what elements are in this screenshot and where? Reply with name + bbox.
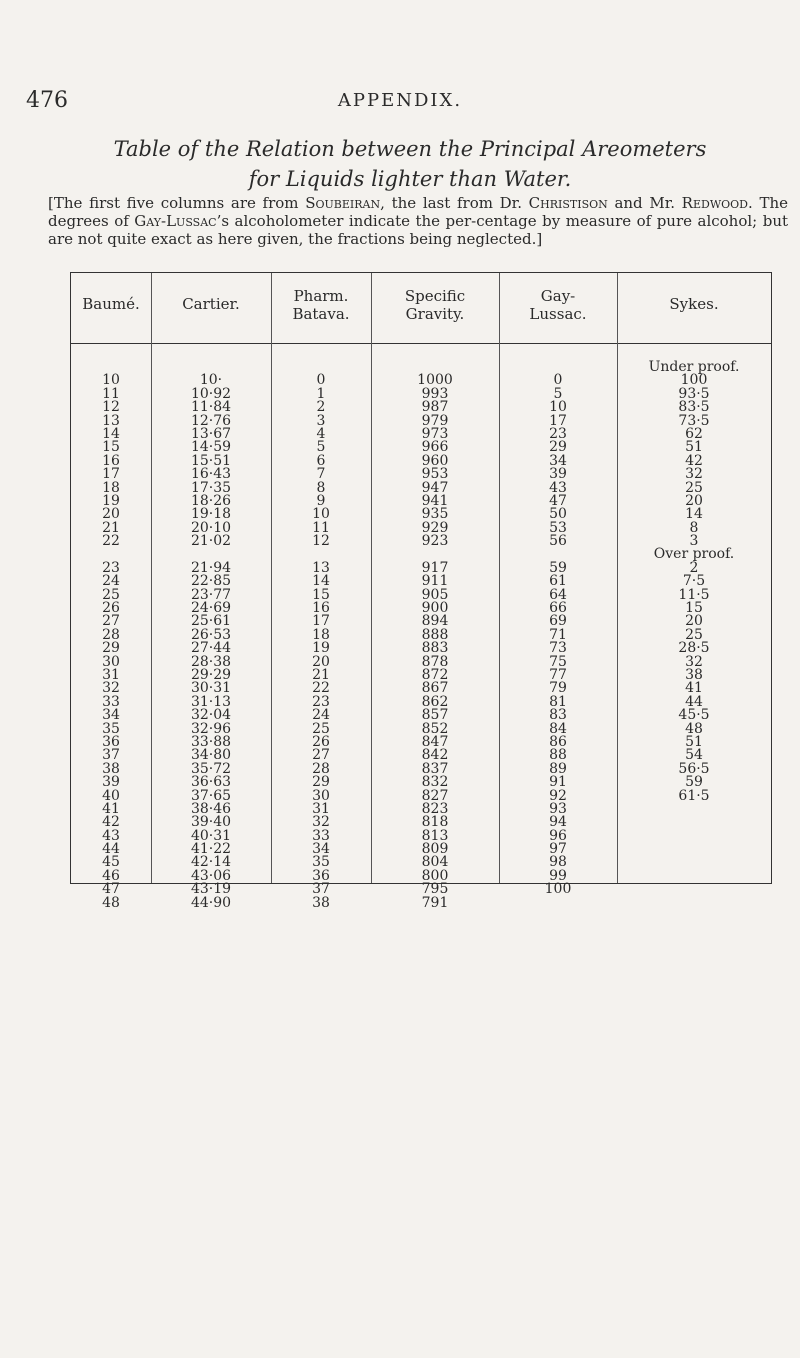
table-cell: 5 [553, 385, 563, 402]
table-cell: 21 [312, 666, 330, 683]
table-cell: 18 [312, 626, 330, 643]
table-cell: 33 [102, 693, 120, 710]
table-cell: 16 [102, 452, 120, 469]
table-cell: 50 [549, 506, 567, 523]
table-cell: 37 [312, 881, 330, 898]
header-sg-line2: Gravity. [405, 305, 465, 323]
column-pharm-batava [271, 361, 371, 910]
table-cell: 35 [312, 854, 330, 871]
header-cartier: Cartier. [182, 295, 240, 313]
table-cell: 2 [689, 559, 699, 576]
table-cell: 32·96 [190, 720, 232, 737]
table-cell: 11 [102, 385, 120, 402]
table-cell: 21 [102, 519, 120, 536]
table-cell: 31·13 [190, 693, 232, 710]
header-pharm-line2: Batava. [292, 305, 350, 323]
table-cell: 27 [312, 747, 330, 764]
table-cell: 97 [549, 841, 567, 858]
table-cell: 34 [312, 841, 330, 858]
table-cell: 36 [312, 867, 330, 884]
sg-values-a [371, 374, 499, 548]
note-name-christison: Christison [528, 194, 608, 212]
table-cell: 29 [102, 640, 120, 657]
baume-values-b [71, 559, 151, 911]
table-cell: 900 [421, 600, 449, 617]
table-cell: 61·5 [678, 787, 710, 804]
table-cell: 8 [689, 519, 699, 536]
baume-values-a [71, 374, 151, 548]
table-cell: 81 [549, 693, 567, 710]
table-cell: 32 [685, 466, 703, 483]
table-cell: 18 [102, 479, 120, 496]
pharm-values-a [271, 374, 371, 548]
table-cell: 35·72 [190, 760, 232, 777]
table-cell: 92 [549, 787, 567, 804]
header-sykes: Sykes. [669, 295, 719, 313]
table-cell: 8 [316, 479, 326, 496]
table-cell: 911 [421, 573, 449, 590]
table-cell: 947 [421, 479, 449, 496]
table-cell: 867 [421, 680, 449, 697]
header-pharm-line1: Pharm. [293, 287, 349, 305]
table-cell: 3 [316, 412, 326, 429]
table-cell: 12 [312, 533, 330, 550]
table-cell: 61 [549, 573, 567, 590]
table-cell: 26·53 [190, 626, 232, 643]
table-cell: 818 [421, 814, 449, 831]
table-cell: 15 [312, 586, 330, 603]
table-cell: 28 [312, 760, 330, 777]
table-cell: 41·22 [190, 841, 232, 858]
table-cell: 32 [312, 814, 330, 831]
column-sykes [617, 361, 771, 803]
column-cartier [151, 361, 271, 910]
table-cell: 11·5 [678, 586, 710, 603]
table-cell: 56·5 [678, 760, 710, 777]
table-cell: 71 [549, 626, 567, 643]
table-cell: 32 [685, 653, 703, 670]
table-cell: 0 [553, 372, 563, 389]
table-cell: 979 [421, 412, 449, 429]
table-cell: 25 [685, 479, 703, 496]
table-cell: 30·31 [190, 680, 232, 697]
table-cell: 66 [549, 600, 567, 617]
table-cell: 45 [102, 854, 120, 871]
table-cell: 42 [102, 814, 120, 831]
table-cell: 987 [421, 399, 449, 416]
sykes-values-a [617, 374, 771, 548]
table-cell: 1000 [417, 372, 453, 389]
table-header-row [71, 273, 771, 344]
table-cell: 862 [421, 693, 449, 710]
cartier-values-b [151, 559, 271, 911]
table-cell: 15·51 [190, 452, 232, 469]
table-cell: 23 [102, 559, 120, 576]
table-cell: 23·77 [190, 586, 232, 603]
source-note [48, 194, 788, 248]
table-cell: 973 [421, 425, 449, 442]
sykes-values-b [617, 559, 771, 804]
table-cell: 31 [312, 800, 330, 817]
table-cell: 79 [549, 680, 567, 697]
table-cell: 813 [421, 827, 449, 844]
table-cell: 51 [685, 733, 703, 750]
table-cell: 20 [312, 653, 330, 670]
table-cell: 43·06 [190, 867, 232, 884]
table-cell: 7 [316, 466, 326, 483]
table-cell: 38 [312, 894, 330, 911]
sykes-under-proof-label: Under proof. [648, 359, 740, 375]
table-cell: 24 [102, 573, 120, 590]
table-cell: 10· [199, 372, 223, 389]
table-cell: 0 [316, 372, 326, 389]
table-cell: 13·67 [190, 425, 232, 442]
header-specific-gravity [371, 287, 499, 323]
table-cell: 30 [312, 787, 330, 804]
table-cell: 73·5 [678, 412, 710, 429]
table-cell: 93 [549, 800, 567, 817]
table-cell: 96 [549, 827, 567, 844]
table-cell: 24 [312, 707, 330, 724]
table-cell: 800 [421, 867, 449, 884]
table-cell: 27·44 [190, 640, 232, 657]
table-cell: 17 [312, 613, 330, 630]
table-cell: 59 [549, 559, 567, 576]
note-text-4: . The degrees of [48, 194, 788, 230]
table-cell: 993 [421, 385, 449, 402]
table-cell: 75 [549, 653, 567, 670]
table-cell: 33 [312, 827, 330, 844]
table-cell: 4 [316, 425, 326, 442]
table-cell: 7·5 [682, 573, 706, 590]
table-cell: 17 [102, 466, 120, 483]
table-cell: 941 [421, 492, 449, 509]
table-cell: 791 [421, 894, 449, 911]
table-cell: 47 [549, 492, 567, 509]
table-cell: 14·59 [190, 439, 232, 456]
table-cell: 960 [421, 452, 449, 469]
table-cell: 923 [421, 533, 449, 550]
table-cell: 852 [421, 720, 449, 737]
gl-values-b [499, 559, 617, 898]
table-cell: 84 [549, 720, 567, 737]
table-cell: 19 [312, 640, 330, 657]
table-cell: 28·5 [678, 640, 710, 657]
table-cell: 44 [102, 841, 120, 858]
table-cell: 11·84 [190, 399, 232, 416]
table-cell: 25 [102, 586, 120, 603]
table-cell: 33·88 [190, 733, 232, 750]
note-text-1: [The first five columns are from [48, 194, 306, 212]
table-cell: 100 [544, 881, 572, 898]
table-cell: 5 [316, 439, 326, 456]
table-cell: 12 [102, 399, 120, 416]
table-cell: 809 [421, 841, 449, 858]
table-cell: 1 [316, 385, 326, 402]
table-cell: 83·5 [678, 399, 710, 416]
table-cell: 42 [685, 452, 703, 469]
page-number: 476 [26, 88, 68, 113]
table-cell: 6 [316, 452, 326, 469]
table-cell: 917 [421, 559, 449, 576]
title-line-2: for Liquids lighter than Water. [248, 167, 572, 191]
table-cell: 16 [312, 600, 330, 617]
table-cell: 20 [685, 613, 703, 630]
note-text-5: ’s alcoholometer indicate the per-centage by measure of pure alcohol; but are not quite exact as here given, the fractions being neglected.] [48, 212, 789, 248]
table-cell: 38 [685, 666, 703, 683]
table-cell: 842 [421, 747, 449, 764]
table-cell: 42·14 [190, 854, 232, 871]
table-cell: 34 [549, 452, 567, 469]
table-cell: 32·04 [190, 707, 232, 724]
pharm-values-b [271, 559, 371, 911]
table-cell: 30 [102, 653, 120, 670]
table-cell: 966 [421, 439, 449, 456]
table-cell: 847 [421, 733, 449, 750]
table-cell: 54 [685, 747, 703, 764]
table-cell: 34·80 [190, 747, 232, 764]
table-cell: 22 [102, 533, 120, 550]
table-cell: 2 [316, 399, 326, 416]
table-cell: 894 [421, 613, 449, 630]
table-cell: 20 [685, 492, 703, 509]
table-cell: 872 [421, 666, 449, 683]
gl-values-a [499, 374, 617, 548]
table-cell: 21·94 [190, 559, 232, 576]
table-cell: 29 [549, 439, 567, 456]
table-cell: 832 [421, 774, 449, 791]
table-cell: 24·69 [190, 600, 232, 617]
table-cell: 935 [421, 506, 449, 523]
table-cell: 18·26 [190, 492, 232, 509]
table-cell: 27 [102, 613, 120, 630]
table-cell: 23 [312, 693, 330, 710]
note-name-gay-lussac: Gay-Lussac [134, 212, 217, 230]
areometer-table [70, 272, 772, 911]
table-cell: 62 [685, 425, 703, 442]
table-cell: 953 [421, 466, 449, 483]
column-baume [71, 361, 151, 910]
table-cell: 46 [102, 867, 120, 884]
table-cell: 37 [102, 747, 120, 764]
table-cell: 59 [685, 774, 703, 791]
table-cell: 100 [680, 372, 708, 389]
table-cell: 91 [549, 774, 567, 791]
table-cell: 48 [685, 720, 703, 737]
table-cell: 823 [421, 800, 449, 817]
table-cell: 25 [685, 626, 703, 643]
table-cell: 11 [312, 519, 330, 536]
table-cell: 929 [421, 519, 449, 536]
table-cell: 36·63 [190, 774, 232, 791]
table-cell: 32 [102, 680, 120, 697]
table-cell: 77 [549, 666, 567, 683]
title-line-1: Table of the Relation between the Principal Areometers [113, 137, 707, 161]
table-cell: 35 [102, 720, 120, 737]
table-cell: 28·38 [190, 653, 232, 670]
table-cell: 10 [549, 399, 567, 416]
table-cell: 40 [102, 787, 120, 804]
table-cell: 17·35 [190, 479, 232, 496]
table-cell: 14 [312, 573, 330, 590]
table-cell: 53 [549, 519, 567, 536]
table-cell: 13 [102, 412, 120, 429]
table-cell: 19 [102, 492, 120, 509]
running-head: APPENDIX. [337, 90, 463, 111]
table-cell: 39·40 [190, 814, 232, 831]
note-name-redwood: Redwood [681, 194, 748, 212]
table-cell: 45·5 [678, 707, 710, 724]
table-cell: 10 [312, 506, 330, 523]
sg-values-b [371, 559, 499, 911]
table-cell: 22 [312, 680, 330, 697]
table-cell: 26 [102, 600, 120, 617]
header-gl-line2: Lussac. [529, 305, 587, 323]
table-cell: 3 [689, 533, 699, 550]
table-cell: 17 [549, 412, 567, 429]
table-cell: 22·85 [190, 573, 232, 590]
table-cell: 25·61 [190, 613, 232, 630]
header-gay-lussac [499, 287, 617, 323]
table-cell: 48 [102, 894, 120, 911]
table-cell: 34 [102, 707, 120, 724]
table-cell: 69 [549, 613, 567, 630]
table-cell: 15 [102, 439, 120, 456]
note-name-soubeiran: Soubeiran [305, 194, 381, 212]
table-cell: 47 [102, 881, 120, 898]
table-cell: 13 [312, 559, 330, 576]
cartier-values-a [151, 374, 271, 548]
table-cell: 88 [549, 747, 567, 764]
table-cell: 883 [421, 640, 449, 657]
table-cell: 29·29 [190, 666, 232, 683]
table-cell: 888 [421, 626, 449, 643]
table-cell: 44·90 [190, 894, 232, 911]
table-cell: 20·10 [190, 519, 232, 536]
table-cell: 19·18 [190, 506, 232, 523]
table-cell: 878 [421, 653, 449, 670]
note-text-2: , the last from Dr. [380, 194, 529, 212]
table-cell: 73 [549, 640, 567, 657]
table-cell: 56 [549, 533, 567, 550]
table-cell: 25 [312, 720, 330, 737]
note-text-3: and Mr. [607, 194, 682, 212]
table-cell: 93·5 [678, 385, 710, 402]
table-cell: 99 [549, 867, 567, 884]
table-cell: 827 [421, 787, 449, 804]
sykes-over-proof-label: Over proof. [653, 546, 735, 563]
table-cell: 837 [421, 760, 449, 777]
table-cell: 39 [549, 466, 567, 483]
table-cell: 44 [685, 693, 703, 710]
table-cell: 26 [312, 733, 330, 750]
table-cell: 98 [549, 854, 567, 871]
table-cell: 9 [316, 492, 326, 509]
table-cell: 10·92 [190, 385, 232, 402]
table-cell: 41 [685, 680, 703, 697]
header-sg-line1: Specific [404, 287, 466, 305]
table-cell: 64 [549, 586, 567, 603]
table-cell: 31 [102, 666, 120, 683]
table-cell: 857 [421, 707, 449, 724]
table-cell: 12·76 [190, 412, 232, 429]
table-cell: 16·43 [190, 466, 232, 483]
table-cell: 28 [102, 626, 120, 643]
table-cell: 29 [312, 774, 330, 791]
table-cell: 43 [102, 827, 120, 844]
table-cell: 14 [102, 425, 120, 442]
table-cell: 51 [685, 439, 703, 456]
header-baume: Baumé. [82, 295, 140, 313]
table-cell: 10 [102, 372, 120, 389]
column-specific-gravity [371, 361, 499, 910]
table-cell: 36 [102, 733, 120, 750]
table-cell: 39 [102, 774, 120, 791]
table-cell: 89 [549, 760, 567, 777]
table-cell: 905 [421, 586, 449, 603]
table-cell: 804 [421, 854, 449, 871]
table-cell: 86 [549, 733, 567, 750]
table-cell: 94 [549, 814, 567, 831]
table-cell: 38·46 [190, 800, 232, 817]
header-pharm-batava [271, 287, 371, 323]
table-cell: 40·31 [190, 827, 232, 844]
table-cell: 43·19 [190, 881, 232, 898]
table-cell: 15 [685, 600, 703, 617]
table-cell: 37·65 [190, 787, 232, 804]
column-gay-lussac [499, 361, 617, 897]
table-cell: 795 [421, 881, 449, 898]
table-cell: 21·02 [190, 533, 232, 550]
table-cell: 23 [549, 425, 567, 442]
table-cell: 14 [685, 506, 703, 523]
table-cell: 83 [549, 707, 567, 724]
table-cell: 41 [102, 800, 120, 817]
table-title [60, 134, 760, 194]
table-cell: 38 [102, 760, 120, 777]
table-cell: 20 [102, 506, 120, 523]
header-gl-line1: Gay- [540, 287, 576, 305]
table-cell: 43 [549, 479, 567, 496]
